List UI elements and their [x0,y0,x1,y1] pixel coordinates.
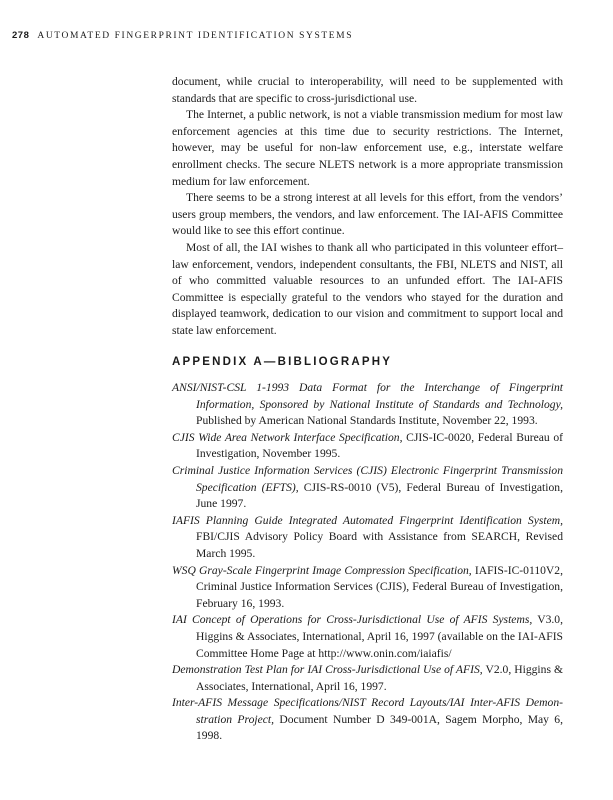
body-text [172,74,563,340]
bibliography-entry [172,563,563,613]
page-number: 278 [12,30,30,41]
paragraph: document, while crucial to interoperability, will need to be supplemented with standards that are specific to cross-jurisdictional use. [172,75,563,105]
entry-title: CJIS Wide Area Network Interface Specification, [172,430,403,444]
bibliography-entry [172,513,563,563]
appendix-heading: APPENDIX A—BIBLIOGRAPHY [172,356,393,368]
bibliography-entry [172,612,563,662]
entry-details: FBI/CJIS Advisory Policy Board with Assistance from SEARCH, Revised March 1995. [196,530,563,560]
entry-title: Criminal Justice Information Services (CJIS) Electronic Fingerprint Transmission Specification (EFTS), [172,463,563,494]
paragraph: Most of all, the IAI wishes to thank all who participated in this volunteer effort–law enforcement, vendors, independent consultants, the FBI, NLETS and NIST, all of who committed valuable resources to an unfunded effort. The IAI-AFIS Committee is especially grateful to the vendors who stayed for the duration and displayed teamwork, dedication to our vision and commitment to support local and state law enforcement. [172,240,563,337]
entry-title: ANSI/NIST-CSL 1-1993 Data Format for the Interchange of Fingerprint Information, Sponsored by National Institute of Standards and Technology, [172,381,563,411]
entry-details: Published by American National Standards Institute, November 22, 1993. [196,414,538,428]
bibliography-entry [172,463,563,513]
entry-details: V3.0, Higgins & Associates, International, April 16, 1997 (available on the IAI-AFIS Committee Home Page at http://www.onin.com/iaiafis/ [196,613,563,660]
entry-details: V2.0, Higgins & Associates, International, April 16, 1997. [196,663,563,693]
entry-title: Inter-AFIS Message Specifications/NIST Record Layouts/IAI Inter-AFIS Demonstration Project, [172,696,563,726]
paragraph: The Internet, a public network, is not a viable transmission medium for most law enforcement agencies at this time due to security restrictions. The Internet, however, may be useful for non-law enforcement use, e.g., interstate welfare enrollment checks. The secure NLETS network is a more appropriate transmission medium for law enforcement. [172,108,563,188]
entry-details: IAFIS-IC-0110V2, Criminal Justice Information Services (CJIS), Federal Bureau of Investigation, February 16, 1993. [196,563,563,610]
entry-title: WSQ Gray-Scale Fingerprint Image Compression Specification, [172,563,472,577]
running-head [12,30,353,41]
entry-details: Document Number D 349-001A, Sagem Morpho, May 6, 1998. [196,712,564,743]
paragraph: There seems to be a strong interest at all levels for this effort, from the vendors’ users group members, the vendors, and law enforcement. The IAI-AFIS Committee would like to see this effort continue. [172,191,563,238]
bibliography-entry [172,430,563,463]
bibliography-entry [172,695,563,745]
bibliography-entry [172,380,563,430]
bibliography [172,380,563,745]
entry-title: IAI Concept of Operations for Cross-Jurisdictional Use of AFIS Systems, [172,613,533,627]
bibliography-entry [172,662,563,695]
running-title: AUTOMATED FINGERPRINT IDENTIFICATION SYSTEMS [37,31,354,41]
entry-details: CJIS-RS-0010 (V5), Federal Bureau of Investigation, June 1997. [196,480,563,511]
entry-title: IAFIS Planning Guide Integrated Automated Fingerprint Identification System, [172,513,563,527]
entry-details: CJIS-IC-0020, Federal Bureau of Investigation, November 1995. [196,430,564,461]
entry-title: Demonstration Test Plan for IAI Cross-Jurisdictional Use of AFIS, [172,663,483,677]
